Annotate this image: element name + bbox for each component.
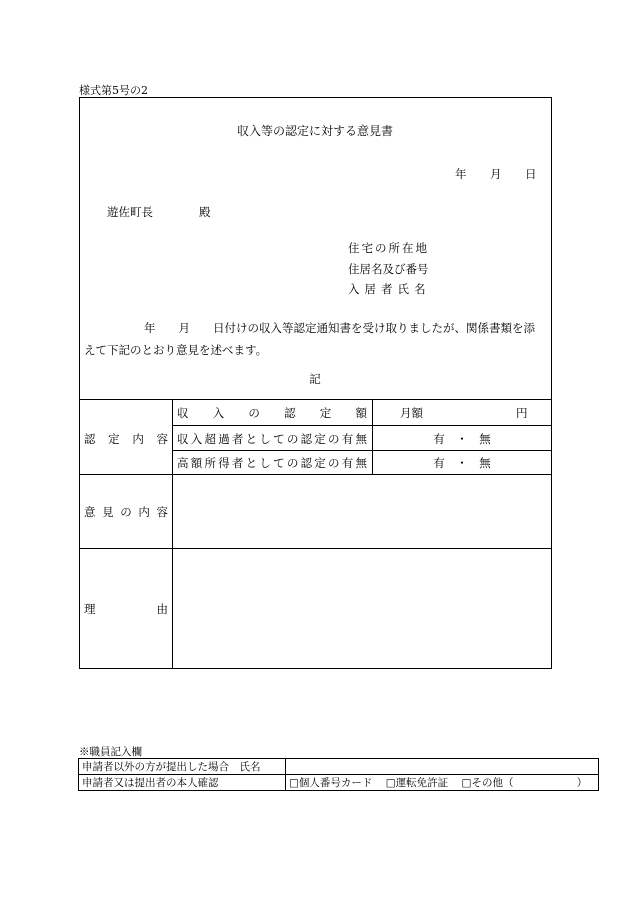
- row2-divider: [172, 450, 552, 451]
- high-income-label: 高額所得者としての認定の有無: [177, 456, 367, 470]
- body-text: [84, 317, 548, 361]
- opinion-label: 意見の内容: [84, 505, 168, 519]
- ki-label: 記: [309, 372, 321, 386]
- staff-row-identity: [79, 775, 599, 791]
- proxy-name-field[interactable]: [286, 759, 599, 775]
- addressee-name: 遊佐町長: [107, 205, 153, 219]
- applicant-address-label: 住宅の所在地: [348, 241, 429, 255]
- excess-income-choice: 有 ・ 無: [433, 432, 491, 446]
- form-id: 様式第5号の2: [79, 84, 148, 97]
- identity-check-label: 申請者又は提出者の本人確認: [79, 775, 286, 791]
- drivers-license-checkbox[interactable]: □運転免許証: [385, 777, 449, 789]
- reason-label: 理由: [84, 602, 168, 616]
- body-line-2: えて下記のとおり意見を述べます。: [84, 343, 268, 357]
- income-amount-label: 収入の認定額: [177, 406, 367, 420]
- staff-row-proxy: [79, 759, 599, 775]
- monthly-amount-label: 月額: [400, 406, 423, 420]
- reason-field[interactable]: [173, 549, 551, 668]
- date-month-label: 月: [490, 167, 502, 181]
- staff-table: [78, 758, 599, 791]
- body-line-1: 年 月 日付けの収入等認定通知書を受け取りましたが、関係書類を添: [144, 321, 535, 335]
- applicant-residence-label: 住居名及び番号: [348, 262, 429, 276]
- staff-section-label: ※職員記入欄: [79, 746, 142, 758]
- identity-check-options: [286, 775, 599, 791]
- yen-label: 円: [516, 406, 528, 420]
- date-day-label: 日: [525, 167, 537, 181]
- other-close-paren: ）: [576, 777, 588, 789]
- proxy-name-label: 申請者以外の方が提出した場合 氏名: [79, 759, 286, 775]
- other-checkbox[interactable]: □その他（: [461, 777, 514, 789]
- applicant-name-label: 入居者氏名: [348, 282, 431, 296]
- document-title: 収入等の認定に対する意見書: [236, 124, 393, 138]
- addressee-honorific: 殿: [199, 205, 211, 219]
- high-income-choice: 有 ・ 無: [433, 456, 491, 470]
- nintei-label: 認定内容: [84, 432, 168, 446]
- opinion-field[interactable]: [173, 475, 551, 547]
- table-top-line: [79, 399, 552, 400]
- excess-income-label: 収入超過者としての認定の有無: [177, 432, 367, 446]
- mynumber-card-checkbox[interactable]: □個人番号カード: [289, 777, 373, 789]
- date-year-label: 年: [455, 167, 467, 181]
- row1-divider: [172, 425, 552, 426]
